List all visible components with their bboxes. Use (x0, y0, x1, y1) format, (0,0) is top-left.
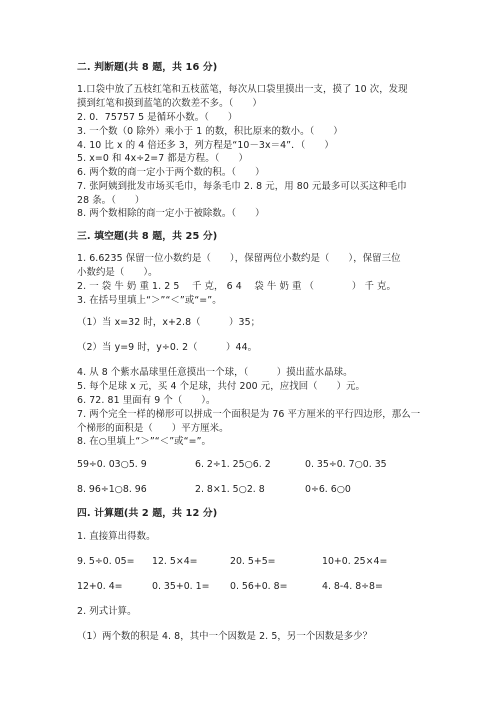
question-line: （2）当 y=9 时，y÷0. 2（ ）44。 (77, 342, 258, 353)
question-line: 摸到红笔和摸到蓝笔的次数差不多。（ ） (77, 98, 262, 109)
question-line: 6. 两个数的商一定小于两个数的积。（ ） (77, 167, 265, 178)
calc-item: 0. 35+0. 1= (152, 581, 210, 592)
question-line: 8. 在○里填上“＞”“＜”或“=”。 (77, 436, 212, 447)
calc-item: 9. 5÷0. 05= (77, 556, 135, 567)
compare-item: 0÷6. 6○0 (305, 484, 351, 495)
question-line: 6. 72. 81 里面有 9 个（ ）。 (77, 395, 216, 406)
question-line: 5. 每个足球 x 元，买 4 个足球，共付 200 元，应找回（ ）元。 (77, 381, 366, 392)
question-line: 7. 两个完全一样的梯形可以拼成一个面积是为 76 平方厘米的平行四边形，那么一 (77, 409, 421, 420)
question-line: 5. x=0 和 4x÷2=7 都是方程。（ ） (77, 153, 248, 164)
calc-item: 20. 5+5= (230, 556, 276, 567)
section-title-fill-blank: 三. 填空题(共 8 题，共 25 分) (77, 231, 218, 242)
calc-item: 0. 56+0. 8= (230, 581, 288, 592)
question-line: 2. 一 袋 牛 奶 重 1. 2 5 千 克， 6 4 袋 牛 奶 重 （ ） 千 克。 (77, 281, 396, 292)
calc-item: 12+0. 4= (77, 581, 123, 592)
compare-item: 6. 2÷1. 25○6. 2 (195, 459, 271, 470)
question-line: 个梯形的面积是（ ）平方厘米。 (77, 423, 229, 434)
question-line: 2. 列式计算。 (77, 606, 137, 617)
calc-item: 10+0. 25×4= (322, 556, 388, 567)
section-title-calculation: 四. 计算题(共 2 题，共 12 分) (77, 508, 218, 519)
question-line: 4. 10 比 x 的 4 倍还多 3，列方程是“10－3x＝4”．（ ） (77, 140, 334, 151)
question-line: 28 条。（ ） (77, 195, 145, 206)
compare-item: 8. 96÷1○8. 96 (77, 484, 147, 495)
calc-item: 12. 5×4= (152, 556, 198, 567)
question-line: 8. 两个数相除的商一定小于被除数。（ ） (77, 208, 265, 219)
question-line: 2. 0．75757 5 是循环小数。（ ） (77, 112, 238, 123)
question-line: （1）当 x=32 时，x+2.8（ ）35； (77, 317, 261, 328)
question-line: 4. 从 8 个紫水晶球里任意摸出一个球，（ ）摸出蓝水晶球。 (77, 367, 353, 378)
compare-item: 0. 35÷0. 7○0. 35 (305, 459, 387, 470)
question-line: 1.口袋中放了五枝红笔和五枝蓝笔，每次从口袋里摸出一支，摸了 10 次，发现 (77, 84, 408, 95)
question-line: 7. 张阿姨到批发市场买毛巾，每条毛巾 2. 8 元，用 80 元最多可以买这种毛巾 (77, 181, 407, 192)
compare-item: 2. 8×1. 5○2. 8 (195, 484, 265, 495)
calc-item: 4. 8-4. 8÷8= (322, 581, 383, 592)
question-line: 小数约是（ ）。 (77, 267, 158, 278)
compare-item: 59÷0. 03○5. 9 (77, 459, 147, 470)
question-line: 3. 一个数（0 除外）乘小于 1 的数，积比原来的数小。（ ） (77, 126, 343, 137)
question-line: 1. 6.6235 保留一位小数约是（ ），保留两位小数约是（ ），保留三位 (77, 253, 401, 264)
section-title-judgement: 二. 判断题(共 8 题，共 16 分) (77, 62, 218, 73)
question-line: （1）两个数的积是 4. 8，其中一个因数是 2. 5，另一个因数是多少？ (77, 631, 373, 642)
question-line: 1. 直接算出得数。 (77, 531, 156, 542)
question-line: 3. 在括号里填上“＞”“＜”或“=”。 (77, 295, 222, 306)
